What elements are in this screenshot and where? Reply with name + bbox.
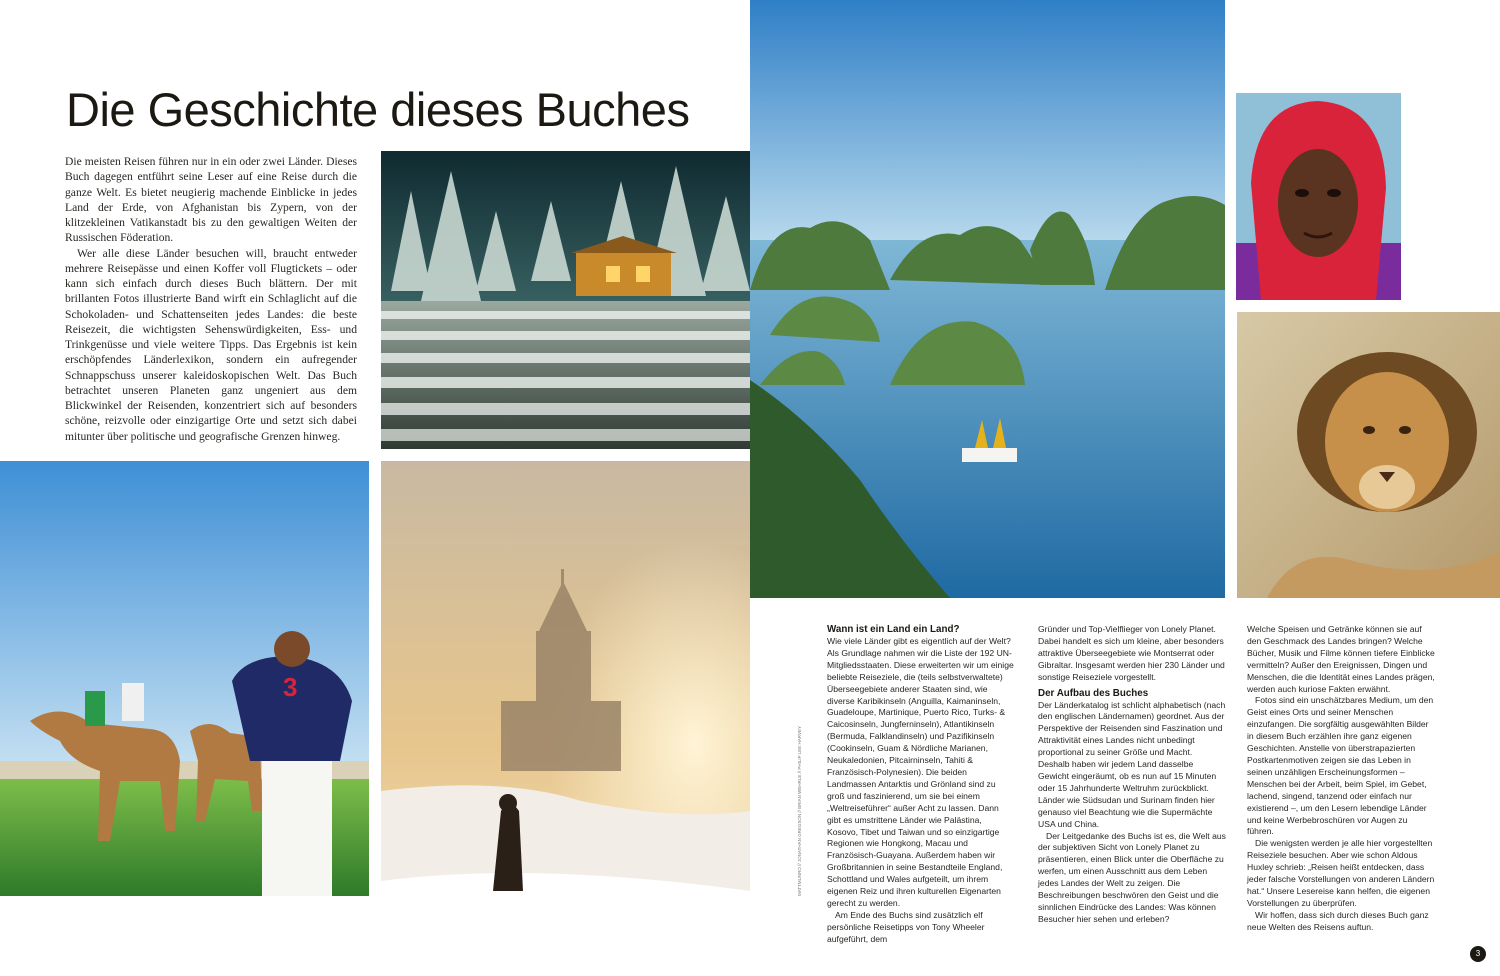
column-paragraph: Wir hoffen, dass sich durch dieses Buch ganz neue Welten des Reisens auftun.: [1247, 909, 1429, 932]
text-column-2: [1038, 624, 1226, 926]
photo-lion: [1237, 312, 1500, 598]
column-paragraph: Am Ende des Buchs sind zusätzlich elf persönliche Reisetipps von Tony Wheeler aufgeführt, dem: [827, 909, 985, 944]
section-heading: Wann ist ein Land ein Land?: [827, 624, 960, 635]
photo-camel-polo: [0, 461, 369, 896]
section-heading: Der Aufbau des Buches: [1038, 687, 1149, 699]
text-column-3: [1247, 624, 1435, 934]
column-paragraph: Gründer und Top-Vielflieger von Lonely Planet. Dabei handelt es sich um kleine, aber besonders attraktive Überseegebiete wie Montserrat oder Gibraltar. Insgesamt werden hier 230 Länder und sonstige Reiseziele vorgestellt.: [1038, 624, 1225, 682]
intro-paragraph: Wer alle diese Länder besuchen will, braucht entweder mehrere Reisepässe und einen Koffer voll Flugtickets – oder kann sich einfach durch dieses Buch blättern. Der mit brillanten Fotos illustrierte Band wirft ein Schlaglicht auf die Schokoladen- und Schattenseiten jedes Landes: die beste Reisezeit, die wichtigsten Sehenswürdigkeiten, Ess- und Trinkgenüsse und viele weitere Tipps. Das Ergebnis ist kein erschöpfendes Länderlexikon, sondern ein aufregender Schnappschuss unserer kaleidoskopischen Welt. Das Buch betrachtet unseren Planeten ganz ungeniert aus dem Blickwinkel der Reisenden, konzentriert sich auf besonders schöne, reizvolle oder einzigartige Orte und setzt sich dabei mitunter über politische und geografische Grenzen hinweg.: [65, 246, 357, 443]
photo-winter-performance: [381, 151, 750, 449]
column-paragraph: Fotos sind ein unschätzbares Medium, um den Geist eines Orts und seiner Menschen einzufangen. Die sorgfältig ausgewählten Bilder in diesem Buch erzählen ihre ganz eigenen Geschichten. Anstelle von überstrapazierten Postkartenmotiven zeigen sie das Leben in seinen unzähligen Erscheinungsformen – Menschen bei der Arbeit, beim Spiel, im Gebet, lachend, singend, tanzend oder einfach nur existierend –, um den Lesern lebendige Länder und keine Werbebroschüren vor Augen zu führen.: [1247, 695, 1434, 837]
photo-winter-church: [381, 461, 750, 976]
column-paragraph: Die wenigsten werden je alle hier vorgestellten Reiseziele besuchen. Aber wie schon Aldous Huxley schrieb: „Reisen heißt entdecken, dass jeder falsche Vorstellungen von anderen Ländern hat.“ Unsere Lesereise kann helfen, die eigenen Vorstellungen zu überprüfen.: [1247, 838, 1435, 908]
photo-portrait-woman: [1236, 93, 1401, 300]
svg-text:3: 3: [283, 672, 298, 702]
column-paragraph: Welche Speisen und Getränke können sie auf den Geschmack des Landes bringen? Welche Bücher, Musik und Filme können tiefere Einblicke vermitteln? Außer den Ereignissen, Dingen und Menschen, die die Identität eines Landes prägen, werden auch kuriose Fakten erwähnt.: [1247, 624, 1435, 694]
photo-halong-bay: [750, 0, 1225, 598]
intro-paragraph: Die meisten Reisen führen nur in ein oder zwei Länder. Dieses Buch dagegen entführt seine Leser auf eine Reise durch die ganze Welt. Es bietet neugierig machende Einblicke in jedes Land der Erde, von Afghanistan bis Zypern, von der klitzekleinen Vatikanstadt bis zu den gewaltigen Weiten der Russischen Föderation.: [65, 155, 357, 245]
intro-text: [65, 154, 357, 444]
page-number-badge: 3: [1470, 946, 1486, 962]
column-paragraph: Der Leitgedanke des Buchs ist es, die Welt aus der subjektiven Sicht von Lonely Planet zu präsentieren, einen Blick unter die Oberfläche zu werfen, um einen Ausschnitt aus dem Leben jedes Landes der Welt zu zeigen. Die Beschreibungen beschwören den Geist und die sinnlichen Eindrücke des Landes: Was können Besucher hier sehen und erleben?: [1038, 830, 1226, 924]
photo-credits: MATTMUNRO // JONATHAN GREGSON // BRIAN WEHRLE // PHILIP LEE HARVEY: [797, 726, 802, 896]
column-paragraph: Der Länderkatalog ist schlicht alphabetisch (nach den englischen Ländernamen) geordnet. Aus der Perspektive der Reisenden sind Faszination und Attraktivität eines Landes nicht unbedingt proportional zu seiner Größe und Macht. Deshalb haben wir jedem Land dasselbe Gewicht eingeräumt, ob es nun auf 15 Minuten oder 15 Jahrhunderte Weltruhm zurückblickt. Länder wie Südsudan und Surinam finden hier genauso viel Beachtung wie die Supermächte USA und China.: [1038, 699, 1226, 829]
text-column-1: [827, 624, 1015, 946]
page-title: Die Geschichte dieses Buches: [66, 83, 690, 136]
column-paragraph: Wie viele Länder gibt es eigentlich auf der Welt? Als Grundlage nahmen wir die Liste der 192 UN-Mitgliedsstaaten. Diese erweiterten wir um einige beliebte Reiseziele, die (teils selbstverwaltete) Überseegebiete anderer Staaten sind, wie diverse Karibikinseln (Anguilla, Kaimaninseln, Guadeloupe, Martinique, Puerto Rico, Turks- & Caicosinseln, Jungferninseln), Atlantikinseln (Bermuda, Falklandinseln) und Pazifikinseln (Cookinseln, Guam & Nördliche Marianen, Neukaledonien, Pitcairninseln, Tahiti & Französisch-Polynesien). Die beiden Landmassen Antarktis und Grönland sind zu groß und faszinierend, um sie bei einem „Weltreiseführer“ außer Acht zu lassen. Dann gibt es umstrittene Länder wie Palästina, Kosovo, Tibet und Taiwan und so einzigartige Regionen wie Hongkong, Macau und Französisch-Guayana. Außerdem haben wir Großbritannien in seine Bestandteile England, Schottland und Wales aufgeteilt, um ihrem eigenen Reiz und ihren kulturellen Eigenarten gerecht zu werden.: [827, 636, 1014, 908]
